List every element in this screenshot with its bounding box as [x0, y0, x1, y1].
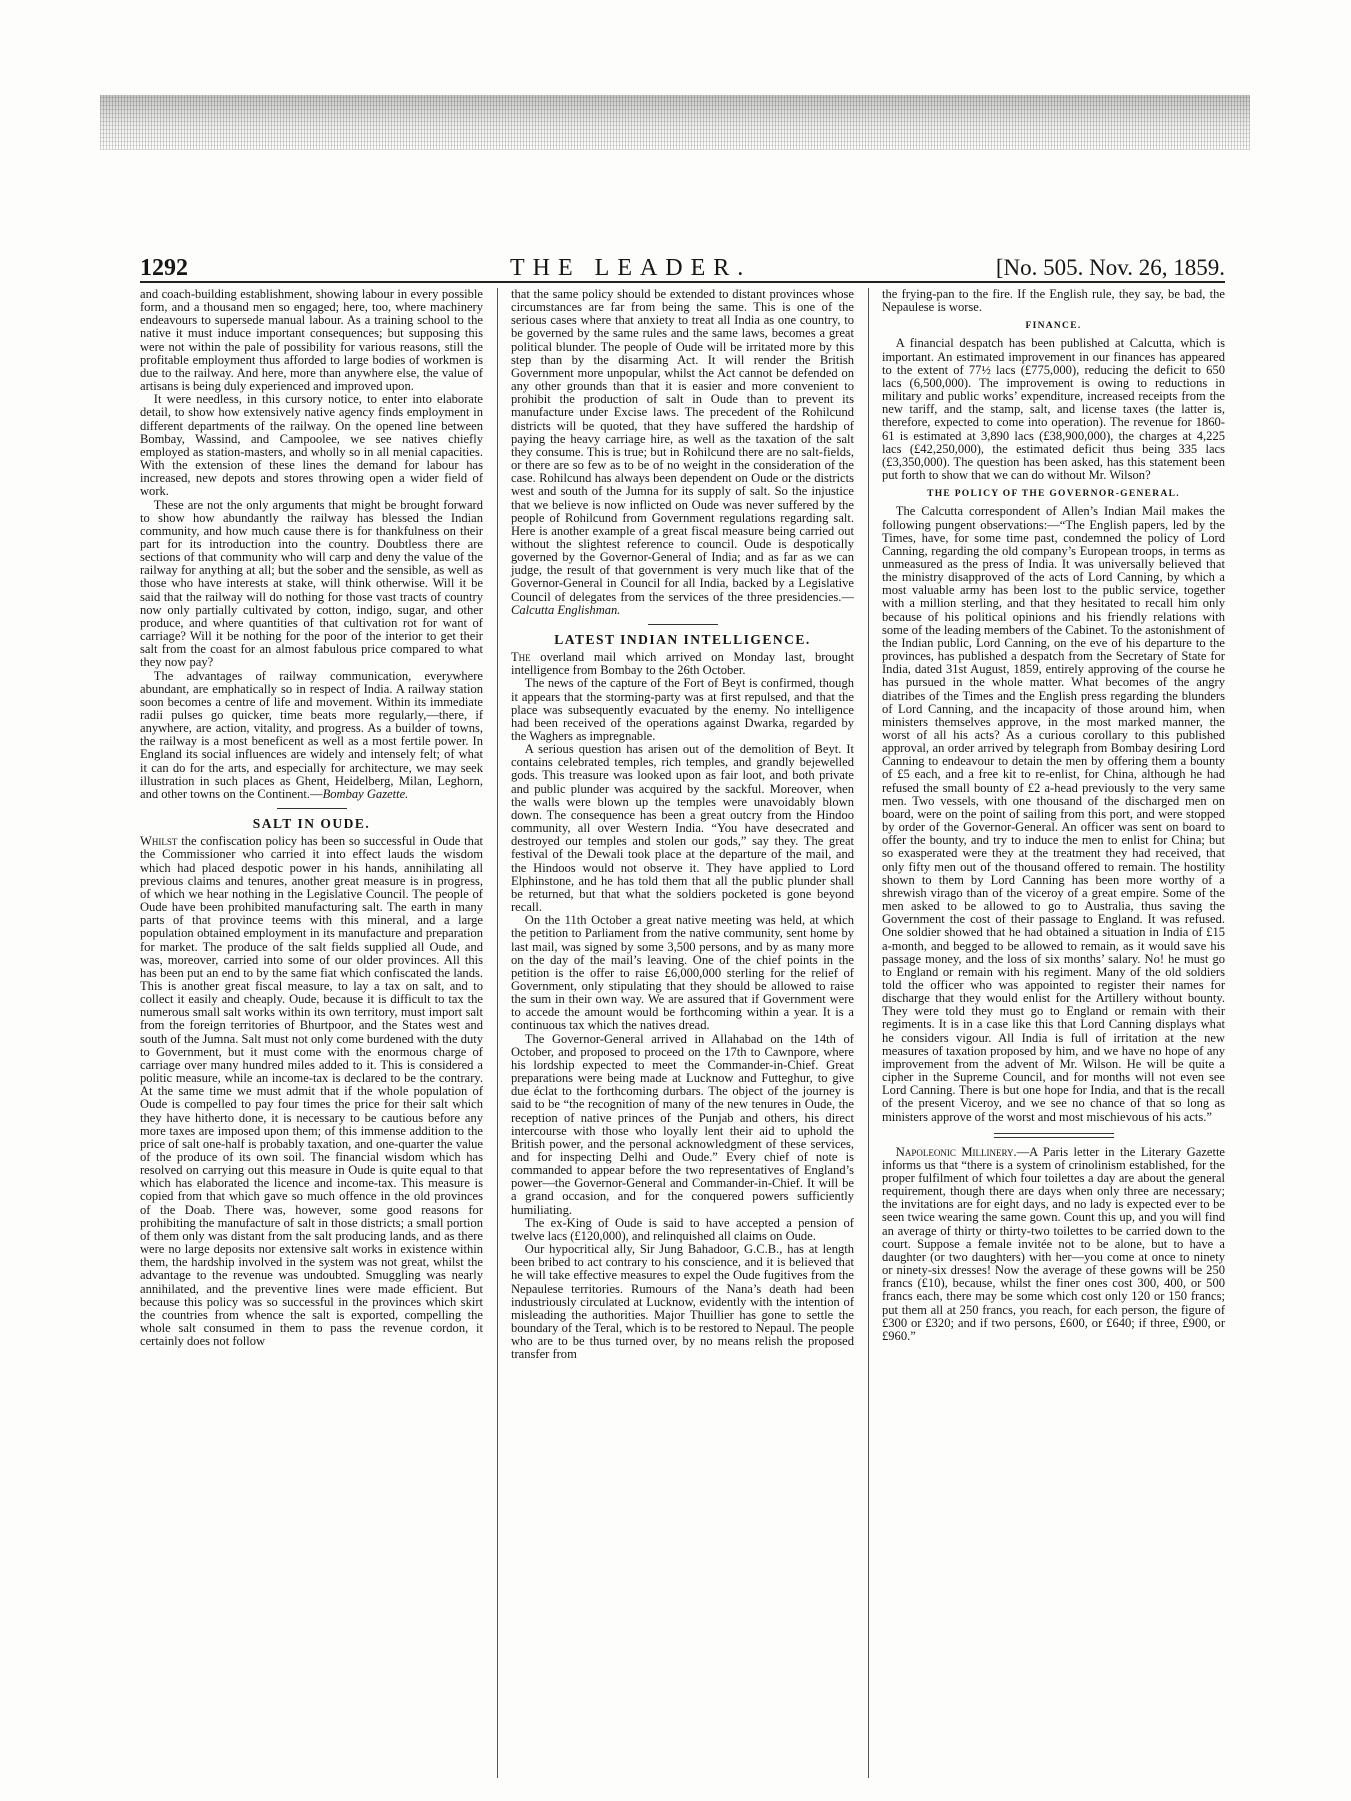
intelligence-paragraph: Our hypocritical ally, Sir Jung Bahadoor, G.C.B., has at length been bribed to act contrary to his conscience, and it is believed that he will take effective measures to expel the Oude fugitives from the Nepaulese territories. Rumours of the Nana’s death had been industriously circulated at Lucknow, evidently with the intention of misleading the authorities. Major Thuillier has gone to settle the boundary of the Teral, which is to be restored to Nepaul. The people who are to be thus turned over, by no means relish the proposed transfer from: [511, 1242, 854, 1362]
scan-artifact-band: [100, 95, 1250, 150]
paragraph-text: overland mail which arrived on Monday last, brought intelligence from Bombay to the 26th October.: [511, 650, 854, 678]
intelligence-paragraph: The news of the capture of the Fort of Beyt is confirmed, though it appears that the storming-party was at first repulsed, and that the place was subsequently evacuated by the enemy. No intelligence had been received of the operations against Dwarka, regarded by the Waghers as impregnable.: [511, 676, 854, 743]
column-1: [140, 288, 483, 1778]
column-2: [497, 288, 854, 1778]
salt-in-oude-continued-paragraph: [511, 288, 854, 617]
napoleonic-millinery-paragraph: [882, 1146, 1225, 1343]
source-attribution: Calcutta Englishman.: [511, 602, 621, 617]
article-columns: [140, 288, 1225, 1778]
intelligence-continued-paragraph: the frying-pan to the fire. If the English rule, they say, be bad, the Nepaulese is worse.: [882, 288, 1225, 315]
finance-heading: FINANCE.: [1025, 321, 1082, 332]
section-divider: [277, 808, 347, 809]
section-divider: [994, 1133, 1114, 1138]
paragraph-text: the confiscation policy has been so successful in Oude that the Commissioner who carried it into effect lauds the wisdom which had placed despotic power in his hands, annihilating all previous claims and tenures, another great measure is in progress, of which we hear nothing in the Legislative Council. The people of Oude have been prohibited manufacturing salt. The earth in many parts of that province teems with this mineral, and a large population obtained employment in its manufacture and preparation for market. The produce of the salt fields supplied all Oude, and was, moreover, carried into some of our older provinces. All this has been put an end to by the same fiat which confiscated the lands. This is another great fiscal measure, to lay a tax on salt, and to collect it easily and cheaply. Oude, because it is difficult to tax the numerous small salt works within its own territory, must import salt from the foreign territories of Bhurtpoor, and the States west and south of the Jumna. Salt must not only come burdened with the duty to Government, but it must come with the enormous charge of carriage over many hundred miles added to it. This is considered a politic measure, while an income-tax is declared to be the contrary. At the same time we must admit that if the whole population of Oude is compelled to pay four times the price for their salt which they have hitherto done, it is necessary to be cautious before any more taxes are imposed upon them; of this immense addition to the price of salt one-half is probably taxation, and one-quarter the value of the produce of its own soil. The financial wisdom which has resolved on carrying out this measure in Oude is quite equal to that which has elaborated the licence and income-tax. This measure is copied from that which gave so much offence in the old provinces of the Doab. There was, however, some good reasons for prohibiting the manufacture of salt in those districts; a small portion of them only was distant from the salt producing lands, and as there were no large deposits nor extensive salt works in existence within them, the hardship involved in the system was not great, whilst the advantage to the revenue was undoubted. Smuggling was nearly annihilated, and the preventive lines were made efficient. But because this policy was so successful in the provinces which skirt the countries from whence the salt is exported, compelling the whole salt consumed in them to pass the revenue cordon, it certainly does not follow: [140, 834, 483, 1349]
salt-in-oude-paragraph: [140, 835, 483, 1348]
masthead: [140, 255, 1225, 283]
issue-number-and-date: [No. 505. Nov. 26, 1859.: [995, 255, 1225, 280]
page-number: 1292: [140, 255, 188, 281]
governor-general-policy-paragraph: The Calcutta correspondent of Allen’s Indian Mail makes the following pungent observations:—“The English papers, led by the Times, have, for some time past, condemned the policy of Lord Canning, regarding the old company’s European troops, in terms as unmeasured as the press of India. It was universally believed that the ministry disapproved of the acts of Lord Canning, by which a most valuable army has been lost to the public service, together with a million sterling, and that they hesitated to recall him only because of his political opinions and his friendly relations with some of the leading members of the Cabinet. To the astonishment of the Indian public, Lord Canning, on the eve of his departure to the provinces, has published a despatch from the Secretary of State for India, dated 31st August, 1859, entirely approving of the course he has pursued in the whole matter. What becomes of the angry diatribes of the Times and the English press regarding the blunders of Lord Canning, and the incapacity of those around him, when ministers themselves approve, in the most marked manner, the worst of all his acts? As a curious corollary to this published approval, an order arrived by telegraph from Bombay desiring Lord Canning to endeavour to detain the men by offering them a bounty of £5 each, and a free kit to re-enlist, for China, although he had refused the small bounty of £2 a-head previously to the very same men. Two vessels, with one thousand of the discharged men on board, were on the point of sailing from this port, and were stopped by order of the Governor-General. An officer was sent on board to offer the bounty, and try to induce the men to enlist for China; but so exasperated were they at the treatment they had received, that only fifty men out of the thousand offered to remain. The hostility shown to them by Lord Canning has been more worthy of a shrewish virago than of the viceroy of a great empire. Some of the men asked to be allowed to go to Australia, thus saving the Government the cost of their passage to England. It was refused. One soldier showed that he had obtained a situation in India of £15 a-month, and begged to be allowed to remain, as it would save his passage money, and the loss of six months’ salary. No! he must go to England or remain with his regiment. Many of the old soldiers told the officer who was appointed to register their names for discharge that they would enlist for the Artillery without bounty. They were told they must go to England or remain with their regiments. It is in a case like this that Lord Canning displays what he considers vigour. All India is full of irritation at the new measures of taxation proposed by him, and we have no hope of any improvement from the advent of Mr. Wilson. He will be quite a cipher in the Supreme Council, and for months will not even see Lord Canning. There is but one hope for India, and that is the recall of the present Viceroy, and we see no chance of that so long as ministers approve of the worst and most mischievous of his acts.”: [882, 504, 1225, 1124]
intelligence-paragraph: [511, 651, 854, 677]
run-in-word: Whilst: [140, 834, 178, 849]
governor-general-policy-heading: THE POLICY OF THE GOVERNOR-GENERAL.: [927, 489, 1180, 500]
railway-article-paragraph: and coach-building establishment, showing labour in every possible form, and a thousand men so engaged; here, too, where machinery endeavours to supersede manual labour. As a training school to the native it must induce important consequences; but supposing this were not within the pale of possibility for various reasons, still the profitable employment thus afforded to large bodies of workmen is due to the railway. And here, more than anywhere else, the value of artisans is being duly experienced and improved upon.: [140, 288, 483, 394]
railway-article-paragraph: [140, 670, 483, 802]
salt-in-oude-heading: SALT IN OUDE.: [252, 816, 371, 832]
latest-indian-intelligence-heading: LATEST INDIAN INTELLIGENCE.: [554, 631, 811, 647]
newspaper-title: THE LEADER.: [510, 255, 752, 281]
intelligence-paragraph: On the 11th October a great native meeting was held, at which the petition to Parliament from the native community, sent home by last mail, was signed by some 3,500 persons, and by as many more on the day of the mail’s leaving. One of the chief points in the petition is the offer to raise £6,000,000 sterling for the relief of Government, only stipulating that they should be allowed to raise the sum in their own way. We are assured that if Government were to accede the amount would be forthcoming within a year. It is a continuous tax which the natives dread.: [511, 913, 854, 1033]
column-3: [868, 288, 1225, 1778]
railway-article-paragraph: It were needless, in this cursory notice, to enter into elaborate detail, to show how extensively native agency finds employment in different departments of the railway. On the opened line between Bombay, Wassind, and Campoolee, we see natives chiefly employed as station-masters, and wholly so in all menial capacities. With the extension of these lines the demand for labour has increased, new depots and stores throwing open a wider field of work.: [140, 392, 483, 499]
intelligence-paragraph: The Governor-General arrived in Allahabad on the 14th of October, and proposed to proceed on the 17th to Cawnpore, where his lordship expected to meet the Commander-in-Chief. Great preparations were being made at Lucknow and Futteghur, to give due éclat to the forthcoming durbars. The object of the journey is said to be “the recognition of many of the new tenures in Oude, the reception of native princes of the Punjab and others, his direct intercourse with those who loyally lent their aid to uphold the British power, and the personal acknowledgment of these services, and for inspecting Delhi and Oude.” Every chief of note is commanded to appear before the two representatives of England’s power—the Governor-General and Commander-in-Chief. It will be a grand occasion, and for the conquered powers sufficiently humiliating.: [511, 1031, 854, 1217]
paragraph-text: that the same policy should be extended to distant provinces whose circumstances are far from being the same. This is one of the serious cases where that anxiety to treat all India as one country, to be governed by the same rules and the same laws, becomes a great political blunder. The people of Oude will be irritated more by this step than by the disarming Act. It will render the British Government more unpopular, whilst the Act cannot be defended on any other grounds than that it is easier and more convenient to prohibit the production of salt in Oude than to prevent its manufacture under Excise laws. The precedent of the Rohilcund districts will be quoted, that they have suffered the hardship of paying the heavy carriage hire, as well as the taxation of the salt they consume. This is true; but in Rohilcund there are no salt-fields, or there are so few as to be of no weight in the consideration of the case. Rohilcund has always been dependent on Oude or the districts west and south of the Jumna for its supply of salt. So the injustice that we believe is now inflicted on Oude was never suffered by the people of Rohilcund from Government regulations regarding salt. Here is another example of a great fiscal measure being carried out without the slightest reference to council. Oude is despotically governed by the Governor-General of India; and as far as we can judge, the result of that government is very much like that of the Governor-General in Council for all India, backed by a Legislative Council of delegates from the services of the three presidencies.—: [511, 288, 854, 604]
railway-article-paragraph: These are not the only arguments that might be brought forward to show how abundantly the railway has blessed the Indian community, and how much cause there is for thankfulness on their part for its introduction into the country. Doubtless there are sections of that community who will carp and deny the value of the railway for anything at all; but the sober and the sensible, as well as those who have interests at stake, will think otherwise. Will it be said that the railway will do nothing for those vast tracts of country now only partially cultivated by cotton, indigo, sugar, and other produce, and where quantities of that cultivation rot for want of carriage? Will it be nothing for the poor of the interior to get their salt from the coast for an almost fabulous price compared to what they now pay?: [140, 497, 483, 670]
run-in-word: The: [511, 650, 531, 665]
intelligence-paragraph: A serious question has arisen out of the demolition of Beyt. It contains celebrated temples, rich temples, and grandly bejewelled gods. This treasure was looked upon as fair loot, and both private and public plunder was acquired by the sackful. Moreover, when the walls were blown up the temples were unavoidably blown down. The consequence has been a great outcry from the Hindoo community, all over Western India. “You have desecrated and destroyed our temples and stolen our gods,” say they. The great festival of the Dewali took place at the departure of the mail, and the Hindoos would not observe it. They have applied to Lord Elphinstone, and he has told them that all the public plunder shall be returned, but that what the soldiers pocketed is gone beyond recall.: [511, 742, 854, 915]
run-in-title: Napoleonic Millinery.: [895, 1144, 1017, 1159]
finance-paragraph: A financial despatch has been published at Calcutta, which is important. An estimated improvement in our finances has appeared to the extent of 77½ lacs (£775,000), reducing the deficit to 650 lacs (6,500,000). The improvement is owing to reductions in military and public works’ expenditure, increased receipts from the new tariff, and the stamp, salt, and license taxes (the latter is, therefore, expected to come into operation). The revenue for 1860-61 is estimated at 3,890 lacs (£38,900,000), the charges at 4,225 lacs (£42,250,000), the estimated deficit thus being 335 lacs (£3,350,000). The question has been asked, has this statement been put forth to show that we can do without Mr. Wilson?: [882, 336, 1225, 483]
section-divider: [648, 624, 718, 625]
paragraph-text: —A Paris letter in the Literary Gazette informs us that “there is a system of crinolinism established, for the proper fulfilment of which four toilettes a day are about the general requirement, though there are days when only three are necessary; the invitations are for eight days, and no lady is expected ever to be seen twice wearing the same gown. Count this up, and you will find an average of thirty or thirty-two toilettes to be carried down to the court. Suppose a female invitée not to be alone, but to have a daughter (or two daughters) with her—you come at once to ninety or ninety-six dresses! Now the average of these gowns will be 250 francs (£10), because, whilst the finer ones cost 300, 400, or 500 francs each, there may be some which cost only 120 or 150 francs; put them all at 250 francs, you reach, for each person, the figure of £300 or £320; and if two persons, £600, or £640; if three, £900, or £960.”: [882, 1144, 1225, 1343]
intelligence-paragraph: The ex-King of Oude is said to have accepted a pension of twelve lacs (£120,000), and relinquished all claims on Oude.: [511, 1215, 854, 1243]
source-attribution: Bombay Gazette.: [322, 786, 409, 801]
paragraph-text: The advantages of railway communication, everywhere abundant, are emphatically so in respect of India. A railway station soon becomes a centre of life and movement. Within its immediate radii pulses go quicker, time beats more regularly,—there, if anywhere, are action, vitality, and progress. As a builder of towns, the railway is a most beneficent as well as a most fertile power. In England its social influences are widely and intensely felt; of what it can do for the arts, and especially for architecture, we may seek illustration in such places as Ghent, Heidelberg, Milan, Leghorn, and other towns on the Continent.—: [140, 668, 483, 801]
